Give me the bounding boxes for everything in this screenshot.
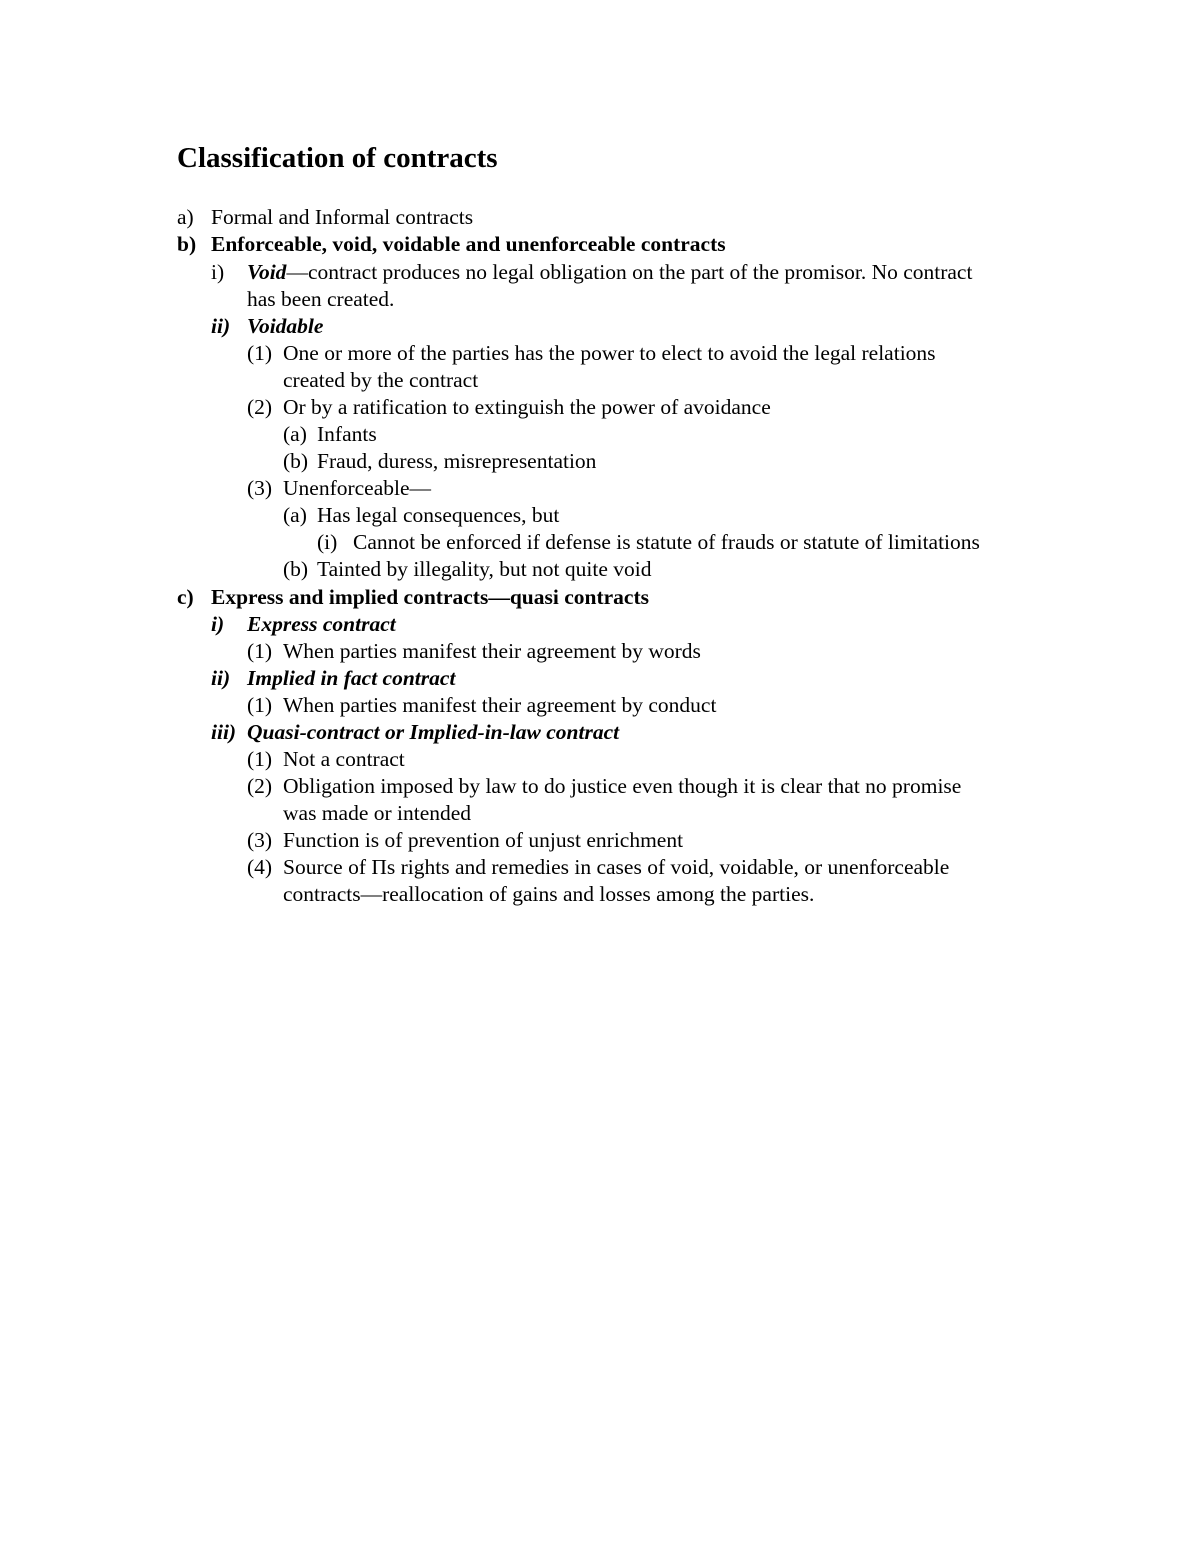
item-c-iii-4-text-2: contracts—reallocation of gains and losses among the parties. xyxy=(283,882,815,906)
list-marker-c-i: i) xyxy=(211,612,225,636)
item-b-heading: Enforceable, void, voidable and unenforceable contracts xyxy=(211,232,726,256)
item-b-ii-2-b-text: Fraud, duress, misrepresentation xyxy=(317,449,597,473)
item-b-ii-1-text-1: One or more of the parties has the power to elect to avoid the legal relations xyxy=(283,341,936,365)
list-marker-b-ii-3-b: (b) xyxy=(283,557,309,581)
item-b-i-line-1 xyxy=(247,259,972,286)
list-marker-a: a) xyxy=(177,205,194,229)
list-marker-b-ii-3-a: (a) xyxy=(283,503,307,527)
page-title: Classification of contracts xyxy=(177,142,498,174)
item-c-heading: Express and implied contracts—quasi contracts xyxy=(211,585,649,609)
list-marker-c-iii-1: (1) xyxy=(247,747,273,771)
item-b-ii-3-text: Unenforceable— xyxy=(283,476,432,500)
item-c-i-1-text: When parties manifest their agreement by words xyxy=(283,639,701,663)
item-c-iii-term: Quasi-contract or Implied-in-law contract xyxy=(247,720,620,744)
item-b-i-text-1: —contract produces no legal obligation on the part of the promisor. No contract xyxy=(286,260,973,284)
list-marker-c-iii-2: (2) xyxy=(247,774,273,798)
list-marker-b-ii-2-b: (b) xyxy=(283,449,309,473)
list-marker-c: c) xyxy=(177,585,194,609)
list-marker-c-iii-4: (4) xyxy=(247,855,273,879)
list-marker-c-iii-3: (3) xyxy=(247,828,273,852)
item-b-ii-2-a-text: Infants xyxy=(317,422,377,446)
item-b-ii-1-text-2: created by the contract xyxy=(283,368,479,392)
item-b-ii-term: Voidable xyxy=(247,314,324,338)
item-c-iii-4-text-1: Source of Πs rights and remedies in cases of void, voidable, or unenforceable xyxy=(283,855,950,879)
item-b-ii-2-text: Or by a ratification to extinguish the power of avoidance xyxy=(283,395,771,419)
list-marker-b-ii-3-a-i: (i) xyxy=(317,530,338,554)
list-marker-c-ii: ii) xyxy=(211,666,231,690)
item-c-ii-1-text: When parties manifest their agreement by conduct xyxy=(283,693,717,717)
list-marker-b-ii-2: (2) xyxy=(247,395,273,419)
item-b-ii-3-a-i-text: Cannot be enforced if defense is statute of frauds or statute of limitations xyxy=(353,530,980,554)
item-c-iii-1-text: Not a contract xyxy=(283,747,405,771)
item-c-iii-2-text-2: was made or intended xyxy=(283,801,472,825)
list-marker-c-iii: iii) xyxy=(211,720,237,744)
item-c-iii-2-text-1: Obligation imposed by law to do justice even though it is clear that no promise xyxy=(283,774,962,798)
item-b-ii-3-a-text: Has legal consequences, but xyxy=(317,503,560,527)
item-a-text: Formal and Informal contracts xyxy=(211,205,474,229)
list-marker-b-ii: ii) xyxy=(211,314,231,338)
item-b-i-text-2: has been created. xyxy=(247,287,395,311)
list-marker-b: b) xyxy=(177,232,197,256)
item-c-iii-3-text: Function is of prevention of unjust enrichment xyxy=(283,828,684,852)
item-b-ii-3-b-text: Tainted by illegality, but not quite void xyxy=(317,557,652,581)
item-b-i-term: Void xyxy=(247,260,287,284)
list-marker-c-ii-1: (1) xyxy=(247,693,273,717)
list-marker-b-ii-3: (3) xyxy=(247,476,273,500)
item-c-ii-term: Implied in fact contract xyxy=(247,666,456,690)
list-marker-c-i-1: (1) xyxy=(247,639,273,663)
list-marker-b-ii-2-a: (a) xyxy=(283,422,307,446)
list-marker-b-ii-1: (1) xyxy=(247,341,273,365)
list-marker-b-i: i) xyxy=(211,260,225,284)
item-c-i-term: Express contract xyxy=(247,612,396,636)
